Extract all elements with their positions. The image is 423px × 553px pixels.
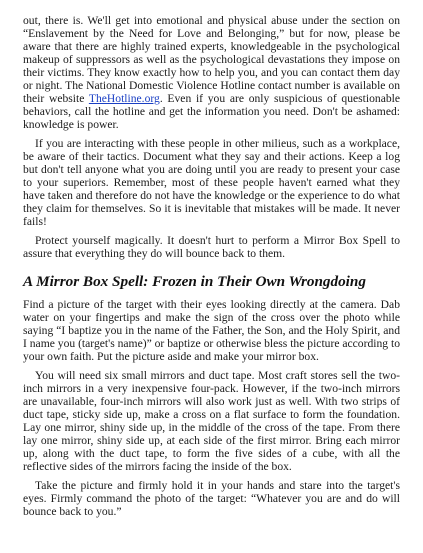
paragraph-protect-magically: Protect yourself magically. It doesn't hurt to perform a Mirror Box Spell to assure that everything they do will bounce back to them.: [23, 234, 400, 260]
section-heading: A Mirror Box Spell: Frozen in Their Own Wrongdoing: [23, 273, 366, 290]
paragraph-hotline: [23, 14, 400, 131]
paragraph-picture-blessing: Find a picture of the target with their eyes looking directly at the camera. Dab water on your fingertips and make the sign of the cross over the photo while saying “I baptize you in the name of the Father, the Son, and the Holy Spirit, and I name you (target's name)” or baptize or otherwise bless the picture according to your own faith. Put the picture aside and make your mirror box.: [23, 298, 400, 363]
paragraph-hotline-text-start: out, there is. We'll get into emotional and physical abuse under the section on “Enslavement by the Need for Love and Belonging,” but for now, please be aware that there are highly trained experts, knowledgeable in the psychological makeup of suppressors as well as the psychological devastations they impose on their victims. They know exactly how to help you, and you can contact them day or night. The National Domestic Violence Hotline contact number is available on their website: [23, 14, 400, 105]
book-page: [23, 14, 400, 524]
paragraph-hotline-text-end: . Even if you are only suspicious of questionable behaviors, call the hotline and get the information you need. Don't be ashamed: knowledge is power.: [23, 92, 401, 131]
paragraph-workplace: If you are interacting with these people in other milieus, such as a workplace, be aware of their tactics. Document what they say and their actions. Keep a log but don't tell anyone what you are doing until you are ready to present your case to your superiors. Remember, most of these people haven't earned what they have taken and therefore do not have the knowledge or the experience to do what they claim for themselves. So it is inevitable that mistakes will be made. It never fails!: [23, 137, 400, 228]
hotline-website-link[interactable]: TheHotline.org: [88, 92, 160, 105]
paragraph-command-photo: Take the picture and firmly hold it in your hands and stare into the target's eyes. Firmly command the photo of the target: “Whatever you are and do will bounce back to you.”: [23, 479, 400, 518]
paragraph-mirror-box-instructions: You will need six small mirrors and duct tape. Most craft stores sell the two-inch mirrors in a very inexpensive four-pack. However, if the two-inch mirrors are unavailable, four-inch mirrors will also work just as well. With two strips of duct tape, sticky side up, make a cross on a flat surface to form the foundation. Lay one mirror, shiny side up, in the middle of the cross of the tape. From there lay one mirror, shiny side up, at each side of the first mirror. Bring each mirror up, along with the duct tape, to form the five sides of a cube, with all the reflective sides of the mirrors facing the inside of the box.: [23, 369, 400, 473]
